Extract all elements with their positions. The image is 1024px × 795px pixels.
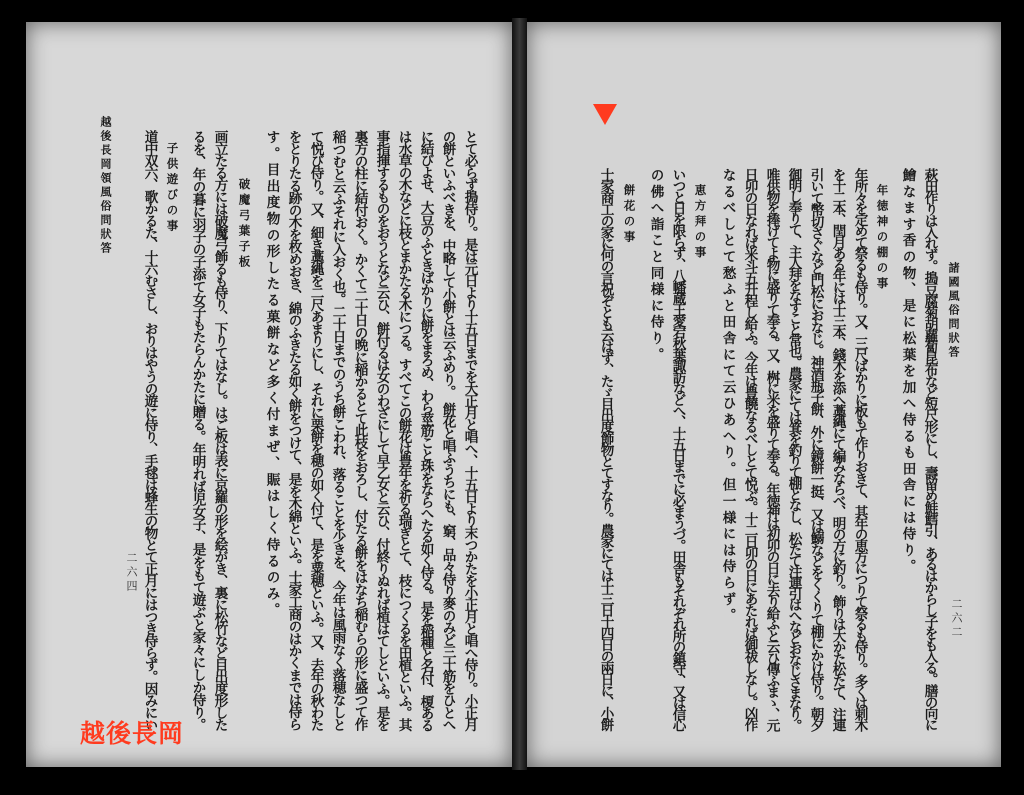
right-text-line: 鱠なます香の物、是に松葉を加へ侍るも田舎には侍り。	[899, 168, 916, 576]
book-spine	[512, 18, 527, 770]
left-page-number: 二六四	[125, 552, 138, 594]
right-text-line: 萩田作りは入れず。搗豆腐菊胡蘿蔔昆布など短尺形にし、壽留め鮭鱈引、あるはからし子をも入る。膳の向に	[921, 168, 938, 730]
right-text-line: 引いて幣切さぐなど門松におなじ。神酒瓶子餅、外に鏡餅一挺、又は鰯などをくくりて棚にかけ侍り。朝夕	[807, 168, 824, 731]
right-heading-toshitoku: 年徳神の棚の事	[875, 184, 890, 293]
right-text-line: 唯供物を捧げてよ物に盛りて奉る。又、桝に米を盛りて奉る。年徳神は初卯の日に去り給ふと云ひ傳ふまゝ、元	[763, 168, 780, 731]
right-text-line: いつと日を限らず、八幡蔵王愛宕秋葉諏訪などへ、十五日までに必まうづ。田舎もそれぞれ所の鎮守、又は信心	[669, 168, 686, 731]
left-text-line: 裏方の柱に結付おく。かくて二十日の晩に稲かるとて此枝をおろし、付たる餅をはなち稲むらの形に盛つて作	[351, 130, 368, 730]
right-page-number: 二六二	[950, 598, 963, 640]
left-text-line: す。目出度物の形したる菓餅など多く付まぜ、賑はしく侍るのみ。	[263, 130, 280, 619]
location-label: 越後長岡	[80, 719, 185, 748]
left-text-line: に結びよせ、大豆のふときばかりに餅をまろめ、わら莖筋こと珠をならへたる如く侍る。是を稲種と名付、榎ある	[417, 130, 434, 731]
right-text-line: の佛へ詣こと同様に侍り。	[647, 168, 664, 364]
right-running-header: 諸國風俗問狀答	[947, 262, 960, 360]
left-heading-kodomo-asobi: 子供遊びの事	[165, 142, 180, 235]
left-text-line: 稲つむと云ふそれに入おく也。二十日までのうち餅こわれ、落ることを少きを、今年は風雨なく落穂なしと	[329, 130, 346, 731]
left-text-line: は水草の木などに枝とまかたる木につる。すべてこの餅花は豊年を祈る瑞ぎとて、枝につくるを田植といふ。其	[395, 130, 412, 730]
right-text-line: 日卯の日なれば米斗五升程し給ふ。今年は豊饒なるべしとて悦ぶ。十二日卯の日にあたれば御祓しなし。凶作	[741, 168, 758, 730]
right-text-line: を十二本、閏月ある年には十三本、錢木を添へ藁縄にて編みならべ、明の方に釣り。飾りは大かた松たて、注連	[829, 168, 846, 731]
right-heading-mochibana: 餅花の事	[622, 184, 637, 246]
right-text-line: 御明し奉りて、主人拜をなすこと常也。農家にては箕を釣りて棚となし、松たて注連引はへなどおなじさまなり。	[785, 168, 802, 731]
left-text-line: るを、年の暮に羽子の子添て女子もたらんかたに贈る。年明れば児女子、是をもて遊ぶと家々にしか侍り。	[189, 130, 206, 731]
right-text-line: なるべしとて愁ふと田舎にて云ひあへり。但一様には侍らず。	[719, 168, 736, 625]
left-text-line: 事指揮するものをおうとなど云ひ、餅付るは女のわざにして早乙女と云ひ、付終りぬれば植はてしといふ。是を	[373, 130, 390, 730]
left-heading-hamayumi: 破魔弓葉子板	[237, 178, 252, 271]
left-text-line: 画立たる方には破魔弓飾るも侍り、下りてはなし。はご板は表に京羅の形を絵がき、裏に松竹など目出度形した	[211, 130, 228, 730]
left-text-line: をとりたる跡の木を枚めおき、綿のふきたる如く餅をつけて、是を木綿といふ。士家工商のはかくまでは侍ら	[285, 130, 302, 730]
right-text-line: 士家商工の家に何の言祝ぞとも云はず、たゞ目出度飾物とてすなり。農家にては十三日十四日の兩日に、小餅	[597, 168, 614, 730]
right-heading-eho-hai: 恵方拜の事	[693, 184, 708, 262]
right-text-line: 年所々を定めて祭るも侍り。又、三尺ばかりに板もて作りおきて、其年の恵方につりて祭るも侍り。多くは刺木	[851, 168, 868, 731]
left-running-header: 越後長岡領風俗問狀答	[99, 116, 112, 256]
left-text-line: とて必らず搗侍り。是は元日より十五日までを大正月と唱へ、十五日より末つかたを小正月と唱へ侍り。小正月	[461, 130, 478, 730]
left-text-line: て悦び侍り。又、細き藁縄を二尺あまりにし、それに栗餅を穂の如く付て、是を粟穂といふ。又、去年の秋わた	[307, 130, 324, 730]
left-text-line: 道中双六、歌かるた、十六むさし、おりはやうの遊に侍り、手毬は蜂生の物とて正月にはつき侍らず。因みにい	[141, 130, 158, 730]
position-marker-icon	[593, 104, 617, 125]
left-text-line: の餅といふべきを、中略して小餅とは云ふめり。 餅花と唱ふうちにも、窮、品々侍り麥のみど三十筋をひとへ	[439, 130, 456, 731]
